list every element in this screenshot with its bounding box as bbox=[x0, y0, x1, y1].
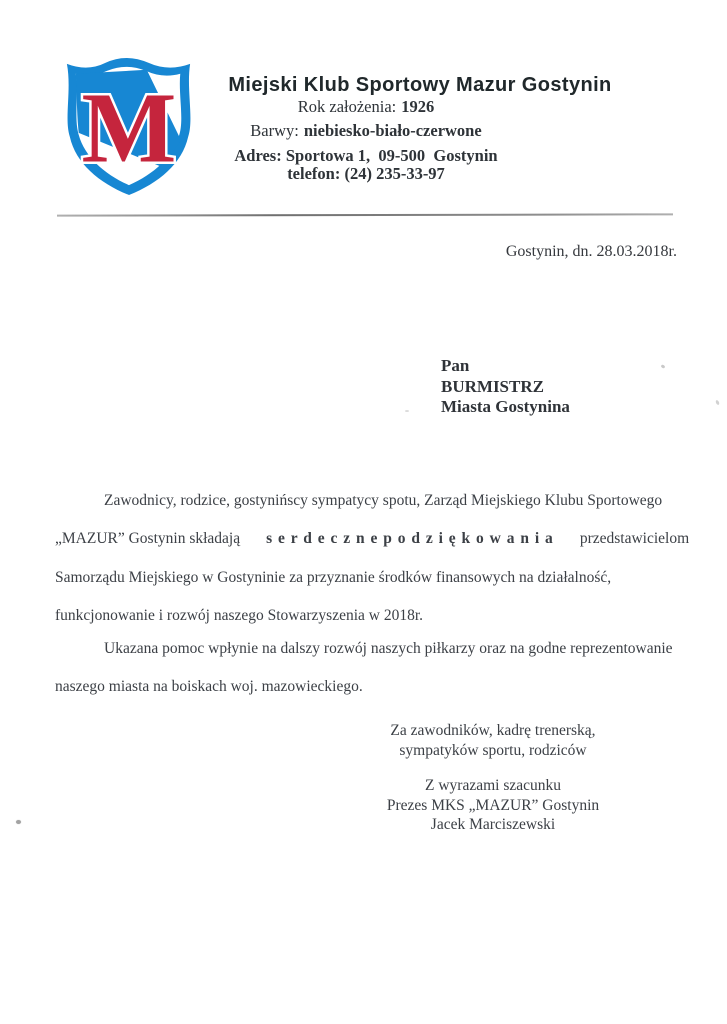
dateline: Gostynin, dn. 28.03.2018r. bbox=[505, 243, 677, 260]
paragraph1-line1: Zawodnicy, rodzice, gostynińscy sympatycy spotu, Zarząd Miejskiego Klubu Sportowego bbox=[104, 492, 663, 509]
closing-onbehalf-line1: Za zawodników, kadrę trenerską, bbox=[390, 722, 596, 739]
scan-speck bbox=[16, 820, 21, 824]
founded-line bbox=[66, 97, 666, 117]
recipient-line-1: Pan bbox=[441, 356, 470, 375]
founded-label: Rok założenia: bbox=[297, 97, 397, 116]
paragraph2-line2: naszego miasta na boiskach woj. mazowieckiego. bbox=[55, 678, 363, 695]
closing-onbehalf-line2: sympatyków sportu, rodziców bbox=[399, 741, 587, 759]
club-name-title: Miejski Klub Sportowy Mazur Gostynin bbox=[228, 74, 612, 96]
address-line: Adres: Sportowa 1, 09-500 Gostynin bbox=[234, 146, 498, 165]
paragraph1-line2-pre: „MAZUR” Gostynin składają bbox=[55, 530, 241, 547]
colors-line bbox=[66, 121, 666, 141]
paragraph1-line2-post: przedstawicielom bbox=[579, 530, 690, 547]
phone-line: telefon: (24) 235-33-97 bbox=[287, 164, 445, 183]
thanks-emphasis: s e r d e c z n e p o d z i ę k o w a n i a bbox=[266, 530, 554, 547]
closing-onbehalf-block bbox=[333, 721, 653, 760]
closing-respect-line: Z wyrazami szacunku bbox=[425, 777, 561, 794]
closing-president-line: Prezes MKS „MAZUR” Gostynin bbox=[386, 796, 600, 814]
founded-value: 1926 bbox=[401, 97, 435, 116]
crest-letter-m: M bbox=[81, 71, 177, 184]
colors-label: Barwy: bbox=[250, 121, 299, 140]
scan-speck bbox=[405, 410, 409, 412]
paragraph1-line2 bbox=[55, 530, 695, 548]
recipient-line-3: Miasta Gostynina bbox=[441, 397, 570, 417]
closing-signature-block bbox=[333, 776, 653, 835]
scan-speck bbox=[661, 364, 666, 369]
recipient-line-2: BURMISTRZ bbox=[441, 376, 544, 396]
colors-value: niebiesko-biało-czerwone bbox=[303, 121, 482, 140]
recipient-block bbox=[441, 356, 570, 418]
paragraph2-line1: Ukazana pomoc wpłynie na dalszy rozwój naszych piłkarzy oraz na godne reprezentowanie bbox=[104, 640, 673, 657]
scan-speck bbox=[715, 400, 720, 406]
letterhead-divider bbox=[57, 213, 673, 216]
closing-name-line: Jacek Marciszewski bbox=[430, 816, 556, 833]
paragraph1-line4: funkcjonowanie i rozwój naszego Stowarzyszenia w 2018r. bbox=[55, 607, 424, 624]
paragraph1-line3: Samorządu Miejskiego w Gostyninie za przyznanie środków finansowych na działalność, bbox=[55, 569, 612, 586]
